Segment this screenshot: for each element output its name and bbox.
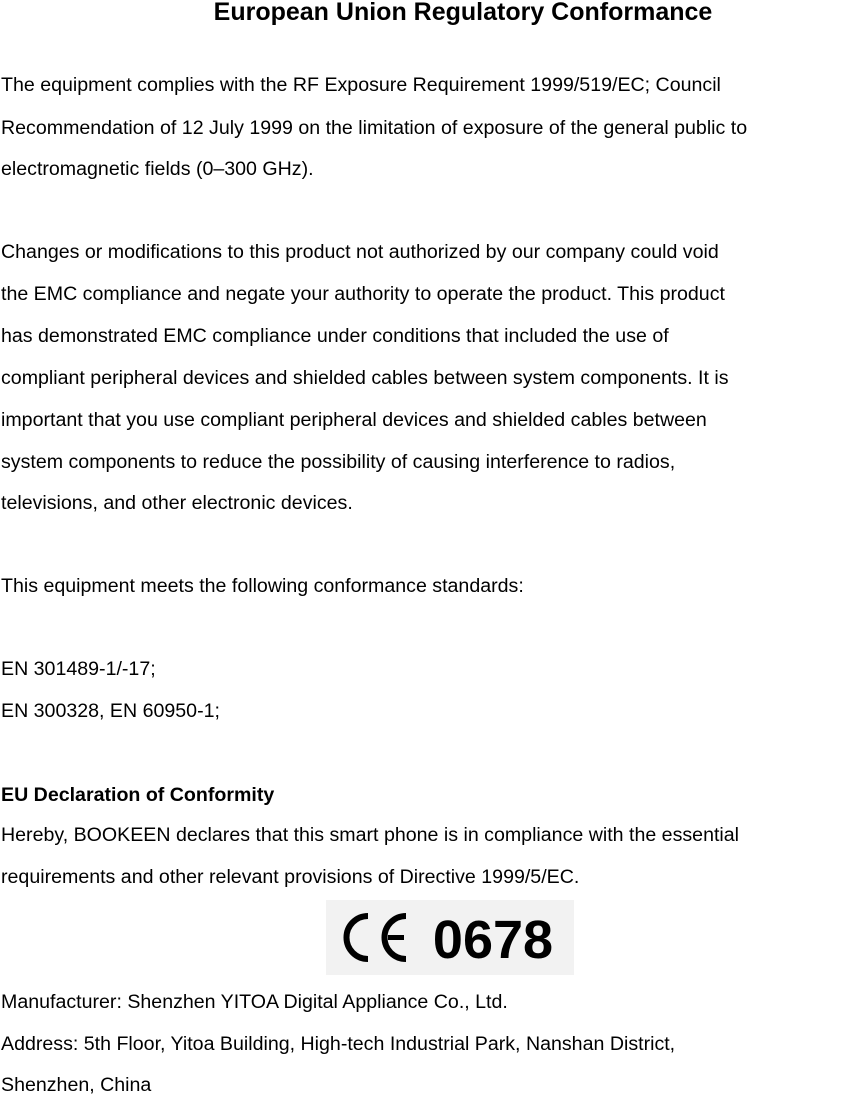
emc-paragraph-line-2: the EMC compliance and negate your authority to operate the product. This product	[1, 283, 725, 305]
address-line-2: Shenzhen, China	[1, 1074, 152, 1096]
emc-paragraph-line-3: has demonstrated EMC compliance under conditions that included the use of	[1, 325, 669, 347]
page-title: European Union Regulatory Conformance	[213, 0, 713, 26]
manufacturer-line: Manufacturer: Shenzhen YITOA Digital Appliance Co., Ltd.	[1, 991, 508, 1013]
emc-paragraph-line-4: compliant peripheral devices and shielded cables between system components. It is	[1, 367, 729, 389]
emc-paragraph-line-6: system components to reduce the possibility of causing interference to radios,	[1, 451, 676, 473]
standards-intro: This equipment meets the following conformance standards:	[1, 575, 524, 597]
emc-paragraph-line-7: televisions, and other electronic devices.	[1, 492, 353, 514]
emc-paragraph-line-1: Changes or modifications to this product not authorized by our company could void	[1, 241, 719, 263]
emc-paragraph-line-5: important that you use compliant peripheral devices and shielded cables between	[1, 409, 707, 431]
ce-mark-icon	[326, 900, 574, 975]
declaration-heading: EU Declaration of Conformity	[1, 784, 275, 806]
rf-paragraph-line-2: Recommendation of 12 July 1999 on the limitation of exposure of the general public to	[1, 117, 748, 139]
address-line-1: Address: 5th Floor, Yitoa Building, High-tech Industrial Park, Nanshan District,	[1, 1033, 676, 1055]
declaration-line-1: Hereby, BOOKEEN declares that this smart phone is in compliance with the essential	[1, 824, 740, 846]
standard-item-1: EN 301489-1/-17;	[1, 658, 156, 680]
rf-paragraph-line-1: The equipment complies with the RF Exposure Requirement 1999/519/EC; Council	[1, 74, 721, 96]
standard-item-2: EN 300328, EN 60950-1;	[1, 700, 220, 722]
ce-mark-number: 0678	[432, 910, 554, 970]
declaration-line-2: requirements and other relevant provisions of Directive 1999/5/EC.	[1, 866, 580, 888]
rf-paragraph-line-3: electromagnetic fields (0–300 GHz).	[1, 158, 314, 180]
